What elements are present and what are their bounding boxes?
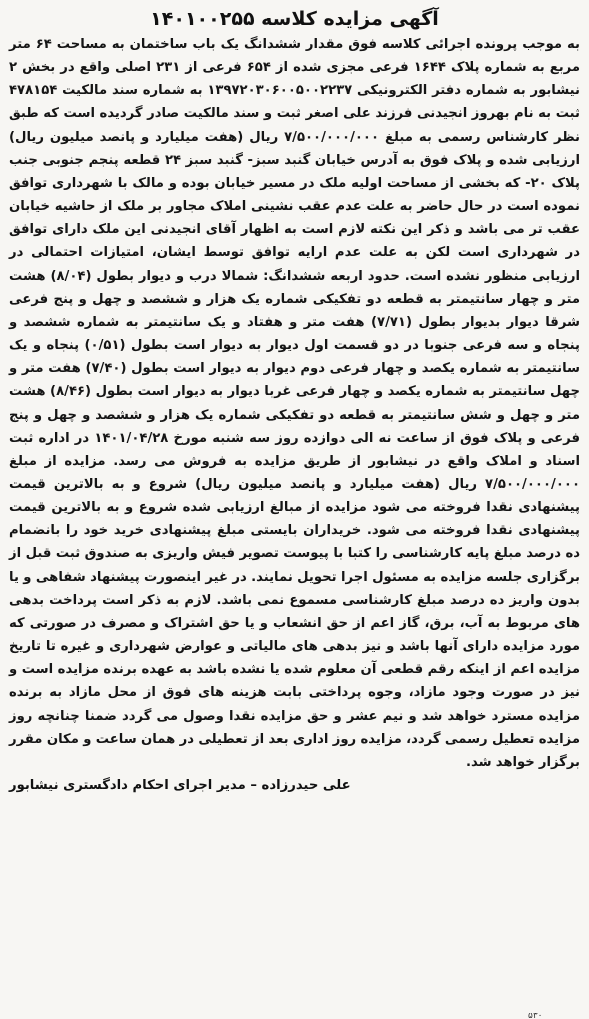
- notice-title: آگهی مزایده کلاسه ۱۴۰۱۰۰۲۵۵: [150, 8, 439, 30]
- page-number-mark: ۵۳۰: [528, 1013, 543, 1019]
- notice-body: به موجب پرونده اجرائی کلاسه فوق مقدار ششدانگ یک باب ساختمان به مساحت ۶۴ متر مربع به شماره پلاک ۱۶۴۴ فرعی مجزی شده از ۶۵۴ فرعی از ۲۳۱ اصلی واقع در بخش ۲ نیشابور به شماره دفتر الکترونیکی ۱۳۹۷۲۰۳۰۶۰۰۵۰۰۲۲۳۷ به شماره سند مالکیت ۴۷۸۱۵۴ ثبت به نام بهروز انجیدنی فرزند علی اصغر ثبت و سند مالکیت صادر گردیده است که طبق نظر کارشناس رسمی به مبلغ ۷/۵۰۰/۰۰۰/۰۰۰ ریال (هفت میلیارد و پانصد میلیون ریال) ارزیابی شده و پلاک فوق به آدرس خیابان گنبد سبز- گنبد سبز ۲۴ قطعه پنجم جنوبی جنب پلاک ۲۰- که بخشی از مساحت اولیه ملک در مسیر خیابان بوده و مالک با شهرداری توافق نموده است در حال حاضر به علت عدم عقب نشینی املاک مجاور بر ملک از حاشیه خیابان عقب تر می باشد و ذکر این نکته لازم است به اظهار آقای انجیدنی این ملک دارای توافق در شهرداری است لکن به علت عدم ارایه توافق توسط ایشان، امتیازات احتمالی در ارزیابی منظور نشده است. حدود اربعه ششدانگ: شمالا درب و دیوار بطول (۸/۰۴) هشت متر و چهار سانتیمتر به قطعه دو تفکیکی شماره یک هزار و ششصد و چهل و پنج فرعی شرقا دیوار بدیوار بطول (۷/۷۱) هفت متر و هفتاد و یک سانتیمتر به شماره ششصد و پنجاه و سه فرعی جنوبا در دو قسمت اول دیوار به دیوار است بطول (۰/۵۱) پنجاه و یک سانتیمتر به شماره یکصد و چهار فرعی دوم دیوار به دیوار است بطول (۷/۴۰) هفت متر و چهل سانتیمتر به شماره یکصد و چهار فرعی غربا دیوار به دیوار است بطول (۸/۴۶) هشت متر و چهل و شش سانتیمتر به قطعه دو تفکیکی شماره یک هزار و ششصد و چهل و پنج فرعی و پلاک فوق از ساعت نه الی دوازده روز سه شنبه مورخ ۱۴۰۱/۰۴/۲۸ در اداره ثبت اسناد و املاک واقع در نیشابور از طریق مزایده به فروش می رسد. مزایده از مبلغ ۷/۵۰۰/۰۰۰/۰۰۰ ریال (هفت میلیارد و پانصد میلیون ریال) شروع و به بالاترین قیمت پیشنهادی نقدا فروخته می شود مزایده از مبالغ ارزیابی شده شروع و به بالاترین قیمت پیشنهادی نقدا فروخته می شود. خریداران بایستی مبلغ پیشنهادی خرید خود را بانضمام ده درصد مبلغ پایه کارشناسی را کتبا با پیوست تصویر فیش واریزی به صندوق ثبت قبل از برگزاری جلسه مزایده به مسئول اجرا تحویل نمایند. در غیر اینصورت پیشنهاد شفاهی و یا بدون واریز ده درصد مبلغ کارشناسی مسموع نمی باشد. لازم به ذکر است پرداخت بدهی های مربوط به آب، برق، گاز اعم از حق انشعاب و یا حق اشتراک و مصرف در صورتی که مورد مزایده دارای آنها باشد و نیز بدهی های مالیاتی و عوارض شهرداری و غیره تا تاریخ مزایده اعم از اینکه رقم قطعی آن معلوم شده یا نشده باشد به عهده برنده مزایده است و نیز در صورت وجود مازاد، وجوه پرداختی بابت هزینه های فوق از محل مازاد به برنده مزایده مسترد خواهد شد و نیم عشر و حق مزایده نقدا وصول می گردد ضمنا چنانچه روز مزایده تعطیل رسمی گردد، مزایده روز اداری بعد از تعطیلی در همان ساعت و مکان مقرر برگزار خواهد شد.: [9, 37, 581, 770]
- notice-signature: علی حیدرزاده – مدیر اجرای احکام دادگستری نیشابور: [9, 778, 351, 793]
